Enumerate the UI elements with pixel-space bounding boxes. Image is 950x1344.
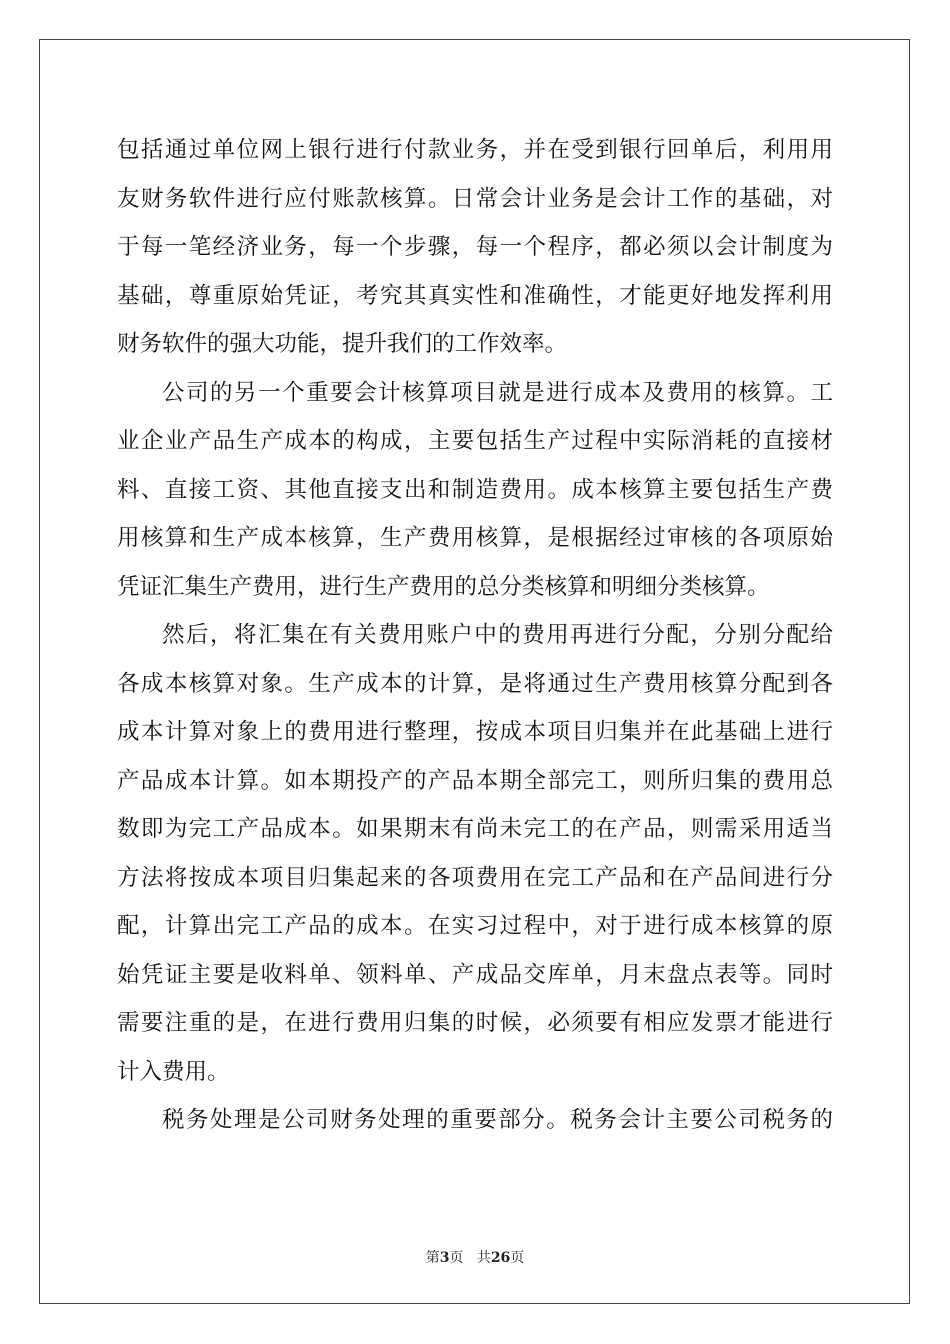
footer-page-suffix: 页 bbox=[449, 1250, 464, 1266]
text-line: 产品成本计算。如本期投产的产品本期全部完工，则所归集的费用总 bbox=[117, 767, 833, 794]
document-body bbox=[117, 126, 833, 1145]
text-line: 各成本核算对象。生产成本的计算，是将通过生产费用核算分配到各 bbox=[117, 670, 833, 697]
text-line: 友财务软件进行应付账款核算。日常会计业务是会计工作的基础，对 bbox=[117, 185, 833, 212]
text-line: 税务处理是公司财务处理的重要部分。税务会计主要公司税务的 bbox=[162, 1107, 833, 1133]
text-line: 业企业产品生产成本的构成，主要包括生产过程中实际消耗的直接材 bbox=[117, 428, 833, 454]
text-line: 财务软件的强大功能，提升我们的工作效率。 bbox=[117, 331, 568, 357]
text-line: 始凭证主要是收料单、领料单、产成品交库单，月末盘点表等。同时 bbox=[117, 961, 833, 988]
page-footer bbox=[0, 1247, 950, 1267]
text-line: 凭证汇集生产费用，进行生产费用的总分类核算和明细分类核算。 bbox=[117, 573, 770, 600]
text-line: 方法将按成本项目归集起来的各项费用在完工产品和在产品间进行分 bbox=[117, 864, 833, 891]
text-line: 于每一笔经济业务，每一个步骤，每一个程序，都必须以会计制度为 bbox=[117, 234, 833, 260]
text-line: 公司的另一个重要会计核算项目就是进行成本及费用的核算。工 bbox=[162, 379, 833, 406]
footer-total-prefix: 共 bbox=[476, 1250, 491, 1266]
footer-page-number: 3 bbox=[439, 1250, 450, 1266]
text-line: 包括通过单位网上银行进行付款业务，并在受到银行回单后，利用用 bbox=[117, 137, 833, 163]
text-line: 计入费用。 bbox=[117, 1058, 230, 1085]
text-line: 然后，将汇集在有关费用账户中的费用再进行分配，分别分配给 bbox=[162, 622, 833, 648]
text-line: 料、直接工资、其他直接支出和制造费用。成本核算主要包括生产费 bbox=[117, 476, 833, 503]
text-line: 用核算和生产成本核算，生产费用核算，是根据经过审核的各项原始 bbox=[117, 525, 833, 551]
text-line: 基础，尊重原始凭证，考究其真实性和准确性，才能更好地发挥利用 bbox=[117, 282, 833, 309]
text-line: 配，计算出完工产品的成本。在实习过程中，对于进行成本核算的原 bbox=[117, 913, 833, 939]
footer-page-prefix: 第 bbox=[425, 1250, 440, 1266]
footer-total-suffix: 页 bbox=[510, 1250, 525, 1266]
text-line: 成本计算对象上的费用进行整理，按成本项目归集并在此基础上进行 bbox=[117, 719, 833, 745]
footer-total-pages: 26 bbox=[490, 1250, 511, 1266]
text-line: 需要注重的是，在进行费用归集的时候，必须要有相应发票才能进行 bbox=[117, 1010, 833, 1036]
text-line: 数即为完工产品成本。如果期末有尚未完工的在产品，则需采用适当 bbox=[117, 816, 833, 842]
